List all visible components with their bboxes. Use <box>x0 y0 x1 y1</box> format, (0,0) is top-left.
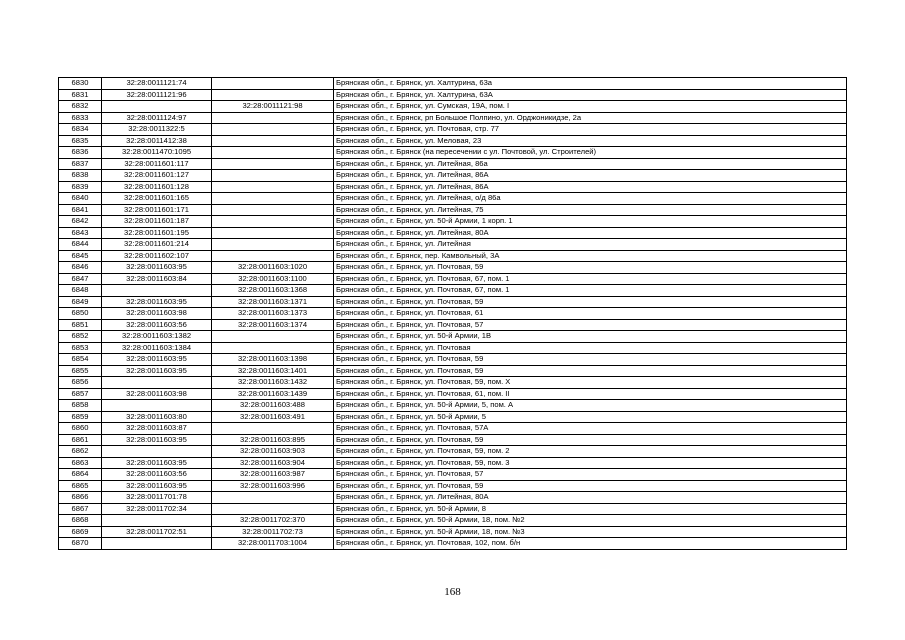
registry-table <box>58 77 847 550</box>
table-row <box>59 526 847 538</box>
address-cell: Брянская обл., г. Брянск, пер. Камвольный, 3А <box>334 250 847 262</box>
secondary-cadastral-number-cell <box>212 227 334 239</box>
secondary-cadastral-number-cell: 32:28:0011603:904 <box>212 457 334 469</box>
address-cell: Брянская обл., г. Брянск, ул. Почтовая, 67, пом. 1 <box>334 285 847 297</box>
table-row <box>59 250 847 262</box>
address-cell: Брянская обл., г. Брянск, ул. Литейная, 86А <box>334 181 847 193</box>
table-row <box>59 308 847 320</box>
row-number-cell: 6860 <box>59 423 102 435</box>
cadastral-number-cell: 32:28:0011603:95 <box>102 434 212 446</box>
row-number-cell: 6847 <box>59 273 102 285</box>
address-cell: Брянская обл., г. Брянск, ул. Почтовая, 59 <box>334 262 847 274</box>
cadastral-number-cell: 32:28:0011603:95 <box>102 457 212 469</box>
table-row <box>59 469 847 481</box>
address-cell: Брянская обл., г. Брянск, ул. Почтовая, стр. 77 <box>334 124 847 136</box>
row-number-cell: 6867 <box>59 503 102 515</box>
secondary-cadastral-number-cell: 32:28:0011603:1439 <box>212 388 334 400</box>
table-row <box>59 296 847 308</box>
row-number-cell: 6832 <box>59 101 102 113</box>
secondary-cadastral-number-cell: 32:28:0011603:1371 <box>212 296 334 308</box>
secondary-cadastral-number-cell <box>212 423 334 435</box>
address-cell: Брянская обл., г. Брянск, ул. Литейная, 86а <box>334 158 847 170</box>
cadastral-number-cell: 32:28:0011601:195 <box>102 227 212 239</box>
address-cell: Брянская обл., г. Брянск, ул. Почтовая, 59 <box>334 434 847 446</box>
secondary-cadastral-number-cell <box>212 239 334 251</box>
secondary-cadastral-number-cell <box>212 147 334 159</box>
secondary-cadastral-number-cell <box>212 250 334 262</box>
row-number-cell: 6850 <box>59 308 102 320</box>
cadastral-number-cell <box>102 285 212 297</box>
secondary-cadastral-number-cell: 32:28:0011703:1004 <box>212 538 334 550</box>
cadastral-number-cell: 32:28:0011603:95 <box>102 296 212 308</box>
address-cell: Брянская обл., г. Брянск, ул. Халтурина, 63А <box>334 89 847 101</box>
row-number-cell: 6869 <box>59 526 102 538</box>
secondary-cadastral-number-cell <box>212 503 334 515</box>
row-number-cell: 6855 <box>59 365 102 377</box>
cadastral-number-cell: 32:28:0011601:165 <box>102 193 212 205</box>
row-number-cell: 6856 <box>59 377 102 389</box>
cadastral-number-cell: 32:28:0011602:107 <box>102 250 212 262</box>
secondary-cadastral-number-cell: 32:28:0011603:987 <box>212 469 334 481</box>
table-row <box>59 423 847 435</box>
address-cell: Брянская обл., г. Брянск, ул. Почтовая, 67, пом. 1 <box>334 273 847 285</box>
row-number-cell: 6837 <box>59 158 102 170</box>
table-row <box>59 124 847 136</box>
address-cell: Брянская обл., г. Брянск, ул. Почтовая, 59, пом. 3 <box>334 457 847 469</box>
secondary-cadastral-number-cell: 32:28:0011603:1374 <box>212 319 334 331</box>
secondary-cadastral-number-cell <box>212 331 334 343</box>
table-row <box>59 89 847 101</box>
secondary-cadastral-number-cell <box>212 342 334 354</box>
secondary-cadastral-number-cell: 32:28:0011603:1368 <box>212 285 334 297</box>
cadastral-number-cell: 32:28:0011322:5 <box>102 124 212 136</box>
cadastral-number-cell <box>102 446 212 458</box>
address-cell: Брянская обл., г. Брянск, ул. 50-й Армии, 5, пом. А <box>334 400 847 412</box>
table-row <box>59 400 847 412</box>
cadastral-number-cell: 32:28:0011601:171 <box>102 204 212 216</box>
row-number-cell: 6846 <box>59 262 102 274</box>
cadastral-number-cell <box>102 515 212 527</box>
table-row <box>59 158 847 170</box>
address-cell: Брянская обл., г. Брянск, ул. Литейная, 86А <box>334 170 847 182</box>
cadastral-number-cell: 32:28:0011603:87 <box>102 423 212 435</box>
secondary-cadastral-number-cell <box>212 204 334 216</box>
table-row <box>59 147 847 159</box>
secondary-cadastral-number-cell <box>212 135 334 147</box>
address-cell: Брянская обл., г. Брянск, ул. Почтовая, 59 <box>334 354 847 366</box>
row-number-cell: 6844 <box>59 239 102 251</box>
row-number-cell: 6851 <box>59 319 102 331</box>
secondary-cadastral-number-cell: 32:28:0011603:488 <box>212 400 334 412</box>
cadastral-number-cell: 32:28:0011603:98 <box>102 308 212 320</box>
secondary-cadastral-number-cell: 32:28:0011603:895 <box>212 434 334 446</box>
address-cell: Брянская обл., г. Брянск, ул. Почтовая, 59 <box>334 365 847 377</box>
cadastral-number-cell: 32:28:0011601:128 <box>102 181 212 193</box>
table-row <box>59 204 847 216</box>
table-row <box>59 181 847 193</box>
address-cell: Брянская обл., г. Брянск, ул. Литейная <box>334 239 847 251</box>
cadastral-number-cell: 32:28:0011470:1095 <box>102 147 212 159</box>
cadastral-number-cell: 32:28:0011702:51 <box>102 526 212 538</box>
address-cell: Брянская обл., г. Брянск, ул. 50-й Армии, 18, пом. №2 <box>334 515 847 527</box>
address-cell: Брянская обл., г. Брянск, ул. Халтурина, 63а <box>334 78 847 90</box>
address-cell: Брянская обл., г. Брянск, ул. Почтовая, 61 <box>334 308 847 320</box>
secondary-cadastral-number-cell: 32:28:0011702:370 <box>212 515 334 527</box>
address-cell: Брянская обл., г. Брянск, ул. 50-й Армии, 8 <box>334 503 847 515</box>
secondary-cadastral-number-cell: 32:28:0011603:1100 <box>212 273 334 285</box>
table-row <box>59 342 847 354</box>
table-row <box>59 446 847 458</box>
address-cell: Брянская обл., г. Брянск, ул. Почтовая, 59, пом. X <box>334 377 847 389</box>
address-cell: Брянская обл., г. Брянск, ул. Почтовая, 59 <box>334 296 847 308</box>
secondary-cadastral-number-cell: 32:28:0011121:98 <box>212 101 334 113</box>
table-row <box>59 411 847 423</box>
cadastral-number-cell: 32:28:0011603:95 <box>102 365 212 377</box>
cadastral-number-cell <box>102 377 212 389</box>
cadastral-number-cell: 32:28:0011603:1384 <box>102 342 212 354</box>
address-cell: Брянская обл., г. Брянск, рп Большое Полпино, ул. Орджоникидзе, 2а <box>334 112 847 124</box>
table-row <box>59 515 847 527</box>
secondary-cadastral-number-cell: 32:28:0011702:73 <box>212 526 334 538</box>
cadastral-number-cell: 32:28:0011603:95 <box>102 354 212 366</box>
secondary-cadastral-number-cell: 32:28:0011603:996 <box>212 480 334 492</box>
address-cell: Брянская обл., г. Брянск, ул. 50-й Армии, 1В <box>334 331 847 343</box>
table-row <box>59 101 847 113</box>
address-cell: Брянская обл., г. Брянск, ул. Почтовая, 57 <box>334 469 847 481</box>
table-row <box>59 193 847 205</box>
table-row <box>59 285 847 297</box>
row-number-cell: 6864 <box>59 469 102 481</box>
page-number: 168 <box>444 586 461 598</box>
table-row <box>59 216 847 228</box>
secondary-cadastral-number-cell <box>212 89 334 101</box>
row-number-cell: 6853 <box>59 342 102 354</box>
table-row <box>59 354 847 366</box>
address-cell: Брянская обл., г. Брянск, ул. 50-й Армии, 5 <box>334 411 847 423</box>
address-cell: Брянская обл., г. Брянск, ул. Литейная, 80А <box>334 227 847 239</box>
cadastral-number-cell: 32:28:0011603:98 <box>102 388 212 400</box>
row-number-cell: 6852 <box>59 331 102 343</box>
table-row <box>59 112 847 124</box>
table-row <box>59 503 847 515</box>
cadastral-number-cell: 32:28:0011601:187 <box>102 216 212 228</box>
secondary-cadastral-number-cell <box>212 158 334 170</box>
cadastral-number-cell: 32:28:0011601:127 <box>102 170 212 182</box>
secondary-cadastral-number-cell: 32:28:0011603:903 <box>212 446 334 458</box>
document-page <box>58 77 846 550</box>
row-number-cell: 6835 <box>59 135 102 147</box>
address-cell: Брянская обл., г. Брянск, ул. 50-й Армии, 18, пом. №3 <box>334 526 847 538</box>
cadastral-number-cell: 32:28:0011412:38 <box>102 135 212 147</box>
cadastral-number-cell <box>102 538 212 550</box>
row-number-cell: 6866 <box>59 492 102 504</box>
row-number-cell: 6833 <box>59 112 102 124</box>
table-row <box>59 457 847 469</box>
cadastral-number-cell: 32:28:0011601:117 <box>102 158 212 170</box>
address-cell: Брянская обл., г. Брянск, ул. Почтовая, 59, пом. 2 <box>334 446 847 458</box>
row-number-cell: 6859 <box>59 411 102 423</box>
table-row <box>59 388 847 400</box>
secondary-cadastral-number-cell <box>212 170 334 182</box>
cadastral-number-cell <box>102 101 212 113</box>
address-cell: Брянская обл., г. Брянск, ул. Почтовая <box>334 342 847 354</box>
secondary-cadastral-number-cell <box>212 124 334 136</box>
cadastral-number-cell: 32:28:0011121:96 <box>102 89 212 101</box>
address-cell: Брянская обл., г. Брянск, ул. Почтовая, 57А <box>334 423 847 435</box>
row-number-cell: 6857 <box>59 388 102 400</box>
table-row <box>59 538 847 550</box>
cadastral-number-cell: 32:28:0011603:80 <box>102 411 212 423</box>
registry-table-body <box>59 78 847 550</box>
row-number-cell: 6834 <box>59 124 102 136</box>
cadastral-number-cell: 32:28:0011603:84 <box>102 273 212 285</box>
table-row <box>59 377 847 389</box>
address-cell: Брянская обл., г. Брянск, ул. Меловая, 23 <box>334 135 847 147</box>
cadastral-number-cell: 32:28:0011124:97 <box>102 112 212 124</box>
row-number-cell: 6862 <box>59 446 102 458</box>
address-cell: Брянская обл., г. Брянск, ул. Литейная, о/д 86а <box>334 193 847 205</box>
table-row <box>59 262 847 274</box>
secondary-cadastral-number-cell <box>212 193 334 205</box>
address-cell: Брянская обл., г. Брянск, ул. Литейная, 80А <box>334 492 847 504</box>
row-number-cell: 6841 <box>59 204 102 216</box>
row-number-cell: 6848 <box>59 285 102 297</box>
row-number-cell: 6858 <box>59 400 102 412</box>
cadastral-number-cell: 32:28:0011603:56 <box>102 319 212 331</box>
row-number-cell: 6845 <box>59 250 102 262</box>
secondary-cadastral-number-cell <box>212 492 334 504</box>
cadastral-number-cell: 32:28:0011121:74 <box>102 78 212 90</box>
secondary-cadastral-number-cell: 32:28:0011603:1398 <box>212 354 334 366</box>
address-cell: Брянская обл., г. Брянск, ул. Почтовая, 102, пом. б/н <box>334 538 847 550</box>
secondary-cadastral-number-cell: 32:28:0011603:1432 <box>212 377 334 389</box>
table-row <box>59 227 847 239</box>
table-row <box>59 239 847 251</box>
secondary-cadastral-number-cell: 32:28:0011603:1373 <box>212 308 334 320</box>
table-row <box>59 78 847 90</box>
row-number-cell: 6838 <box>59 170 102 182</box>
cadastral-number-cell: 32:28:0011603:95 <box>102 262 212 274</box>
row-number-cell: 6854 <box>59 354 102 366</box>
table-row <box>59 135 847 147</box>
cadastral-number-cell <box>102 400 212 412</box>
secondary-cadastral-number-cell: 32:28:0011603:1401 <box>212 365 334 377</box>
secondary-cadastral-number-cell <box>212 181 334 193</box>
secondary-cadastral-number-cell <box>212 78 334 90</box>
row-number-cell: 6861 <box>59 434 102 446</box>
table-row <box>59 331 847 343</box>
row-number-cell: 6840 <box>59 193 102 205</box>
cadastral-number-cell: 32:28:0011603:1382 <box>102 331 212 343</box>
row-number-cell: 6836 <box>59 147 102 159</box>
address-cell: Брянская обл., г. Брянск, ул. 50-й Армии, 1 корп. 1 <box>334 216 847 228</box>
table-row <box>59 170 847 182</box>
row-number-cell: 6842 <box>59 216 102 228</box>
secondary-cadastral-number-cell <box>212 216 334 228</box>
address-cell: Брянская обл., г. Брянск, ул. Литейная, 75 <box>334 204 847 216</box>
row-number-cell: 6843 <box>59 227 102 239</box>
address-cell: Брянская обл., г. Брянск, ул. Почтовая, 57 <box>334 319 847 331</box>
row-number-cell: 6830 <box>59 78 102 90</box>
cadastral-number-cell: 32:28:0011701:78 <box>102 492 212 504</box>
address-cell: Брянская обл., г. Брянск, ул. Почтовая, 61, пом. II <box>334 388 847 400</box>
table-row <box>59 365 847 377</box>
table-row <box>59 480 847 492</box>
table-row <box>59 319 847 331</box>
table-row <box>59 492 847 504</box>
table-row <box>59 434 847 446</box>
cadastral-number-cell: 32:28:0011603:95 <box>102 480 212 492</box>
row-number-cell: 6849 <box>59 296 102 308</box>
address-cell: Брянская обл., г. Брянск, ул. Сумская, 19А, пом. I <box>334 101 847 113</box>
row-number-cell: 6839 <box>59 181 102 193</box>
row-number-cell: 6863 <box>59 457 102 469</box>
secondary-cadastral-number-cell: 32:28:0011603:1020 <box>212 262 334 274</box>
table-row <box>59 273 847 285</box>
row-number-cell: 6831 <box>59 89 102 101</box>
cadastral-number-cell: 32:28:0011603:56 <box>102 469 212 481</box>
row-number-cell: 6868 <box>59 515 102 527</box>
cadastral-number-cell: 32:28:0011702:34 <box>102 503 212 515</box>
row-number-cell: 6865 <box>59 480 102 492</box>
secondary-cadastral-number-cell <box>212 112 334 124</box>
address-cell: Брянская обл., г. Брянск (на пересечении с ул. Почтовой, ул. Строителей) <box>334 147 847 159</box>
address-cell: Брянская обл., г. Брянск, ул. Почтовая, 59 <box>334 480 847 492</box>
secondary-cadastral-number-cell: 32:28:0011603:491 <box>212 411 334 423</box>
row-number-cell: 6870 <box>59 538 102 550</box>
cadastral-number-cell: 32:28:0011601:214 <box>102 239 212 251</box>
